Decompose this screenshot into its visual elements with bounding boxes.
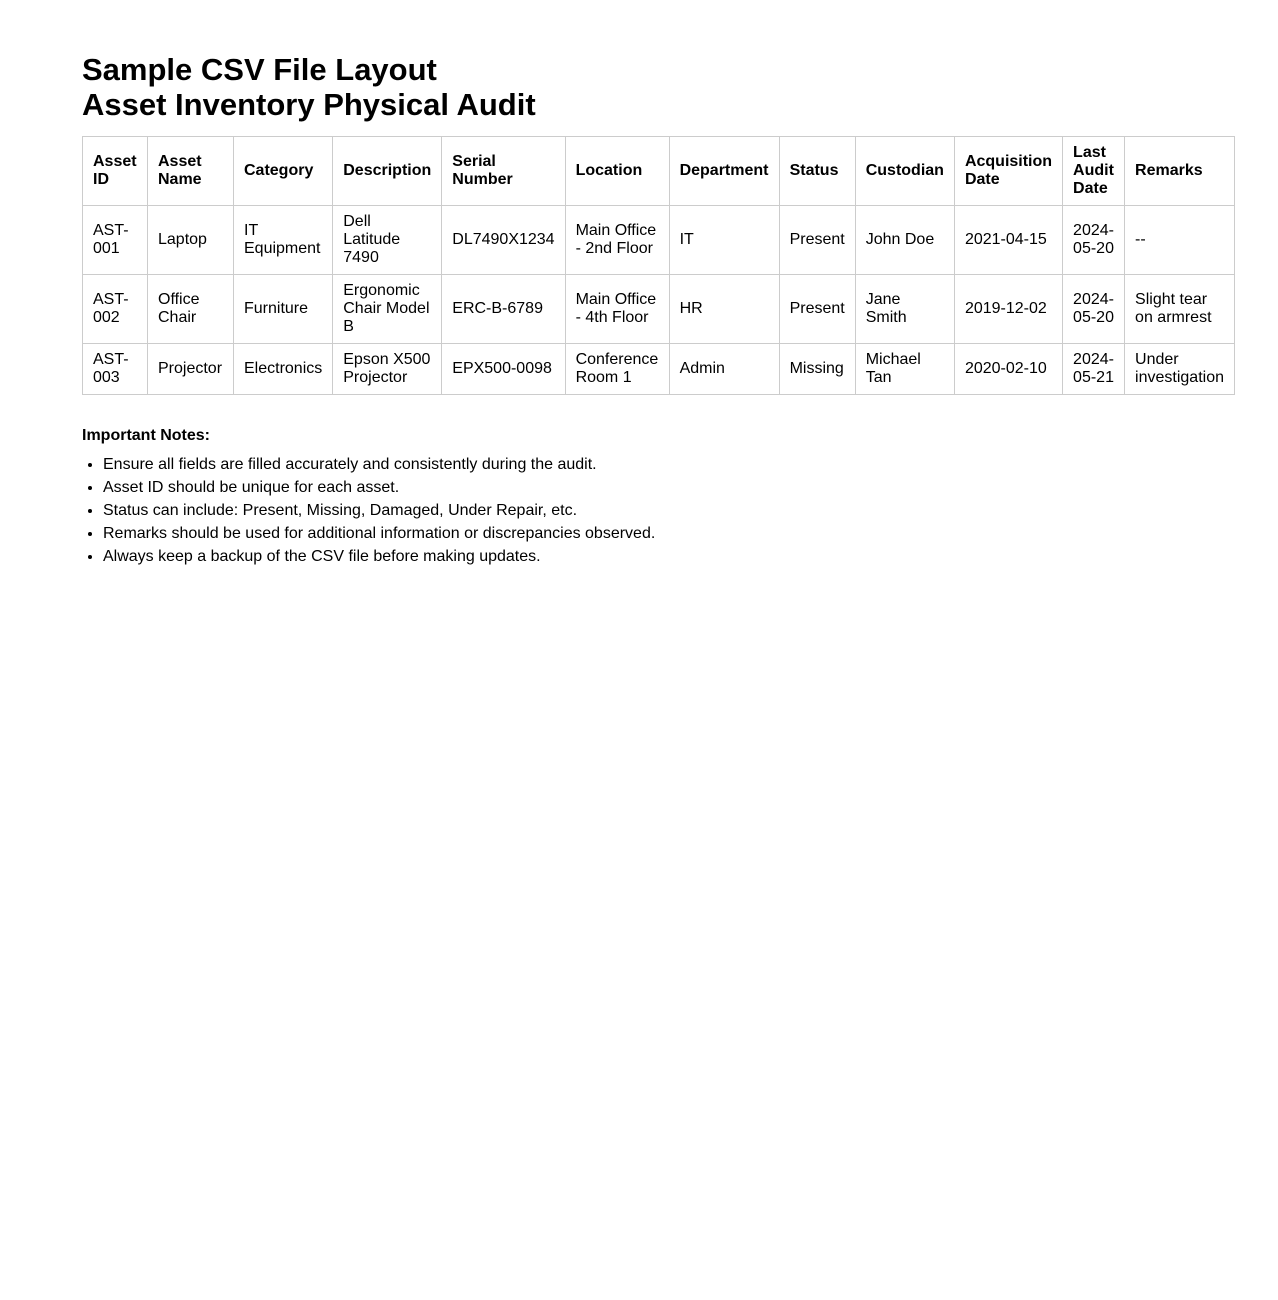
cell-location: Conference Room 1 <box>565 344 669 395</box>
cell-acquisition-date: 2020-02-10 <box>954 344 1062 395</box>
cell-location: Main Office - 4th Floor <box>565 275 669 344</box>
cell-last-audit-date: 2024-05-20 <box>1063 206 1125 275</box>
notes-heading: Important Notes: <box>82 427 210 444</box>
cell-category: Electronics <box>234 344 333 395</box>
cell-last-audit-date: 2024-05-21 <box>1063 344 1125 395</box>
header-department: Department <box>669 137 779 206</box>
title-line-1: Sample CSV File Layout <box>82 52 437 87</box>
list-item: • Always keep a backup of the CSV file before making updates. <box>103 545 1278 568</box>
cell-status: Present <box>779 206 855 275</box>
table-header-row <box>83 137 1235 206</box>
cell-custodian: John Doe <box>855 206 954 275</box>
header-description: Description <box>333 137 442 206</box>
header-status: Status <box>779 137 855 206</box>
cell-status: Present <box>779 275 855 344</box>
cell-department: Admin <box>669 344 779 395</box>
cell-serial-number: ERC-B-6789 <box>442 275 565 344</box>
list-item: • Remarks should be used for additional information or discrepancies observed. <box>103 522 1278 545</box>
header-custodian: Custodian <box>855 137 954 206</box>
document-title <box>82 52 1278 122</box>
list-item: • Ensure all fields are filled accurately and consistently during the audit. <box>103 453 1278 476</box>
cell-asset-name: Projector <box>148 344 234 395</box>
cell-custodian: Michael Tan <box>855 344 954 395</box>
cell-asset-id: AST-003 <box>83 344 148 395</box>
list-item: • Status can include: Present, Missing, Damaged, Under Repair, etc. <box>103 499 1278 522</box>
cell-serial-number: EPX500-0098 <box>442 344 565 395</box>
asset-audit-table <box>82 136 1235 395</box>
cell-description: Epson X500 Projector <box>333 344 442 395</box>
cell-custodian: Jane Smith <box>855 275 954 344</box>
table-row <box>83 275 1235 344</box>
document-page <box>0 0 1278 568</box>
cell-last-audit-date: 2024-05-20 <box>1063 275 1125 344</box>
cell-category: Furniture <box>234 275 333 344</box>
cell-asset-id: AST-002 <box>83 275 148 344</box>
notes-list <box>82 453 1278 568</box>
cell-acquisition-date: 2021-04-15 <box>954 206 1062 275</box>
header-location: Location <box>565 137 669 206</box>
cell-remarks: Under investigation <box>1125 344 1235 395</box>
cell-description: Ergonomic Chair Model B <box>333 275 442 344</box>
title-line-2: Asset Inventory Physical Audit <box>82 87 536 122</box>
header-remarks: Remarks <box>1125 137 1235 206</box>
cell-department: IT <box>669 206 779 275</box>
cell-remarks: Slight tear on armrest <box>1125 275 1235 344</box>
cell-asset-name: Laptop <box>148 206 234 275</box>
cell-serial-number: DL7490X1234 <box>442 206 565 275</box>
cell-asset-id: AST-001 <box>83 206 148 275</box>
cell-status: Missing <box>779 344 855 395</box>
list-item: • Asset ID should be unique for each asset. <box>103 476 1278 499</box>
header-last-audit-date: Last Audit Date <box>1063 137 1125 206</box>
cell-category: IT Equipment <box>234 206 333 275</box>
header-acquisition-date: Acquisition Date <box>954 137 1062 206</box>
cell-asset-name: Office Chair <box>148 275 234 344</box>
cell-remarks: -- <box>1125 206 1235 275</box>
header-category: Category <box>234 137 333 206</box>
cell-description: Dell Latitude 7490 <box>333 206 442 275</box>
cell-department: HR <box>669 275 779 344</box>
cell-location: Main Office - 2nd Floor <box>565 206 669 275</box>
table-row <box>83 206 1235 275</box>
table-row <box>83 344 1235 395</box>
cell-acquisition-date: 2019-12-02 <box>954 275 1062 344</box>
header-asset-id: Asset ID <box>83 137 148 206</box>
header-serial-number: Serial Number <box>442 137 565 206</box>
header-asset-name: Asset Name <box>148 137 234 206</box>
